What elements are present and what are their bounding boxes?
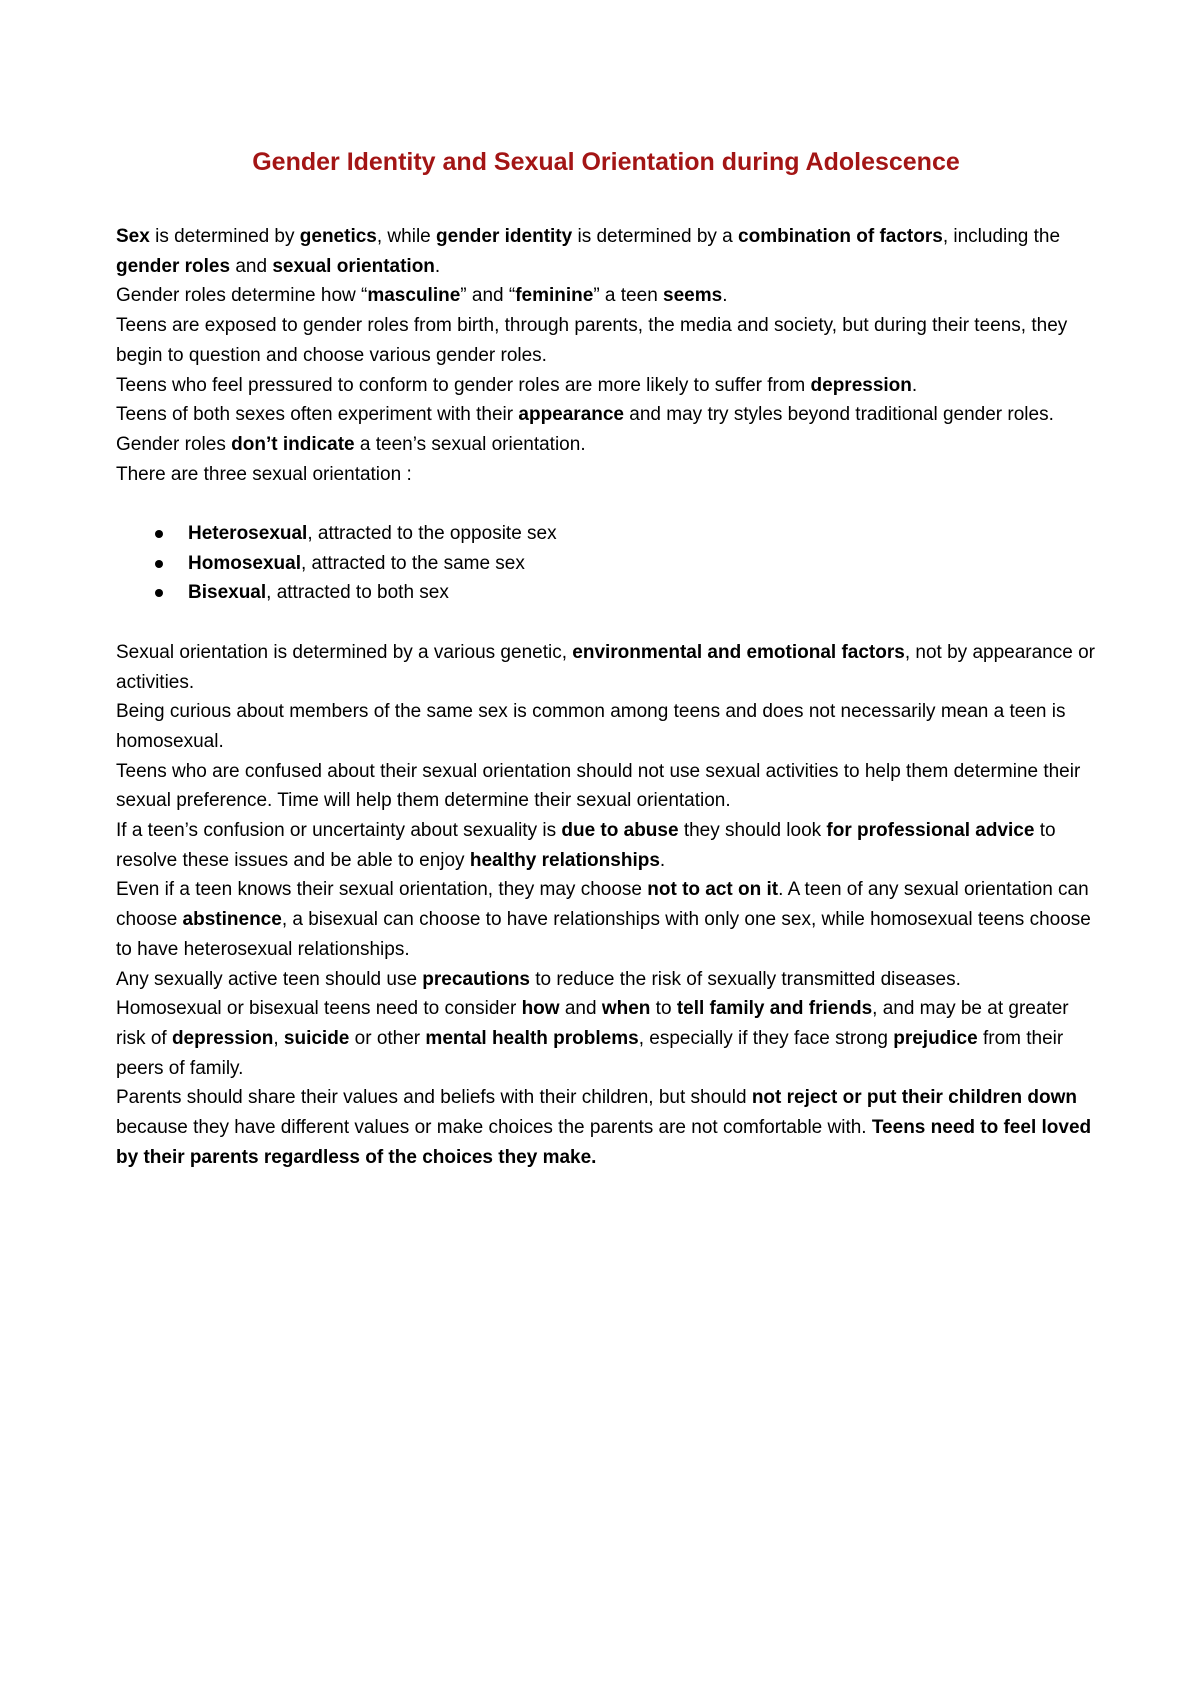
bullet-icon [155, 589, 163, 597]
text-run: , attracted to the same sex [300, 552, 525, 574]
text-run: is determined by a [572, 226, 739, 247]
text-run: Sexual orientation is determined by a various genetic, [116, 641, 573, 663]
intro-section [116, 222, 1096, 489]
text-run: If a teen’s confusion or uncertainty about sexuality is [116, 820, 562, 842]
bold-text: precautions [422, 968, 530, 990]
text-run: There are three sexual orientation : [116, 463, 412, 485]
text-run: , attracted to the opposite sex [307, 523, 557, 545]
text-run: ” a teen [593, 285, 664, 307]
text-run: . [659, 849, 666, 871]
text-run: Teens of both sexes often experiment with their [116, 404, 519, 426]
paragraph [116, 757, 1096, 816]
text-run: . [911, 374, 918, 396]
text-run: , and may be at greater risk of [116, 998, 1069, 1049]
text-run: Any sexually active teen should use [116, 968, 423, 990]
text-run: , not by appearance or activities. [116, 641, 1095, 693]
bold-text: healthy relationships [469, 849, 660, 871]
list-item [116, 519, 1096, 549]
text-run: and may try styles beyond traditional gender roles. [624, 404, 1054, 426]
bold-text: environmental and emotional factors [572, 641, 905, 663]
text-run: to reduce the risk of sexually transmitted diseases. [530, 968, 961, 990]
paragraph [116, 281, 1096, 311]
bold-text: tell family and friends [676, 998, 873, 1020]
paragraph [116, 430, 1096, 460]
bold-text: how [521, 998, 560, 1020]
text-run: to [650, 998, 677, 1020]
paragraph [116, 400, 1096, 430]
list-item [116, 549, 1096, 579]
bold-text: seems [663, 285, 723, 307]
text-run: they should look [678, 820, 827, 842]
bold-text: Teens need to feel loved by their parents regardless of the choices they make. [116, 1117, 1092, 1168]
document-title: Gender Identity and Sexual Orientation during Adolescence [252, 148, 960, 176]
text-run: , including the [942, 226, 1061, 247]
text-run: . [722, 285, 728, 307]
text-run: because they have different values or make choices the parents are not comfortable with. [116, 1117, 872, 1139]
text-run: and [559, 998, 602, 1020]
bold-text: Heterosexual [188, 523, 308, 545]
paragraph [116, 994, 1096, 1083]
text-run: is determined by [149, 226, 300, 247]
bold-text: gender roles [116, 255, 231, 277]
bold-text: Sex [116, 226, 150, 247]
bold-text: suicide [283, 1027, 350, 1049]
text-run: Gender roles [116, 433, 232, 455]
bold-text: due to abuse [561, 820, 679, 842]
bold-text: mental health problems [425, 1027, 639, 1049]
paragraph [116, 816, 1096, 875]
paragraph [116, 1083, 1096, 1172]
text-run: Gender roles determine how “ [116, 285, 368, 307]
spacer [116, 489, 1096, 519]
text-run: , while [376, 226, 437, 247]
paragraph [116, 371, 1096, 401]
bold-text: gender identity [436, 226, 573, 247]
text-run: , attracted to both sex [266, 582, 449, 604]
text-run: from their peers of family. [116, 1027, 1064, 1079]
detail-section [116, 638, 1096, 1173]
text-run: ” and “ [460, 285, 516, 307]
document-body [116, 222, 1096, 1172]
bullet-icon [155, 530, 163, 538]
paragraph [116, 222, 1096, 281]
text-run: Teens who feel pressured to conform to gender roles are more likely to suffer from [116, 374, 811, 396]
bold-text: not reject or put their children down [751, 1087, 1077, 1109]
bold-text: abstinence [182, 909, 282, 931]
orientation-list [116, 519, 1096, 608]
text-run: , [273, 1027, 284, 1049]
text-run: and [230, 255, 273, 277]
bold-text: for professional advice [826, 820, 1035, 842]
list-item [116, 578, 1096, 608]
bold-text: when [601, 998, 651, 1020]
paragraph [116, 875, 1096, 964]
text-run: , especially if they face strong [638, 1027, 894, 1049]
bold-text: genetics [299, 226, 377, 247]
text-run: Homosexual or bisexual teens need to consider [116, 998, 522, 1020]
bold-text: prejudice [893, 1027, 978, 1049]
bold-text: appearance [518, 404, 625, 426]
paragraph [116, 697, 1096, 756]
paragraph [116, 460, 1096, 490]
bold-text: sexual orientation [272, 255, 435, 277]
text-run: Being curious about members of the same sex is common among teens and does not necessarily mean a teen is homosexual. [116, 701, 1066, 752]
bold-text: Homosexual [188, 552, 301, 574]
bold-text: don’t indicate [231, 433, 355, 455]
bold-text: depression [810, 374, 912, 396]
bold-text: combination of factors [738, 226, 943, 247]
text-run: Teens are exposed to gender roles from birth, through parents, the media and society, but during their teens, they begin to question and choose various gender roles. [116, 315, 1068, 366]
paragraph [116, 638, 1096, 697]
text-run: Teens who are confused about their sexual orientation should not use sexual activities to help them determine their sexual preference. Time will help them determine their sexual orientation. [116, 760, 1081, 812]
text-run: or other [349, 1027, 426, 1049]
paragraph [116, 965, 1096, 995]
text-run: , a bisexual can choose to have relationships with only one sex, while homosexual teens choose to have heterosexual relationships. [116, 909, 1091, 960]
bold-text: depression [171, 1027, 274, 1049]
text-run: a teen’s sexual orientation. [354, 433, 586, 455]
paragraph [116, 311, 1096, 370]
bold-text: Bisexual [188, 582, 267, 604]
spacer [116, 608, 1096, 638]
bold-text: masculine [367, 285, 461, 307]
text-run: . [434, 255, 441, 277]
text-run: Even if a teen knows their sexual orientation, they may choose [116, 879, 648, 901]
bullet-icon [155, 560, 163, 568]
text-run: to resolve these issues and be able to enjoy [116, 820, 1056, 871]
text-run: Parents should share their values and beliefs with their children, but should [116, 1087, 752, 1109]
text-run: . A teen of any sexual orientation can choose [116, 879, 1089, 931]
bold-text: not to act on it [647, 879, 779, 901]
bold-text: feminine [515, 285, 594, 307]
